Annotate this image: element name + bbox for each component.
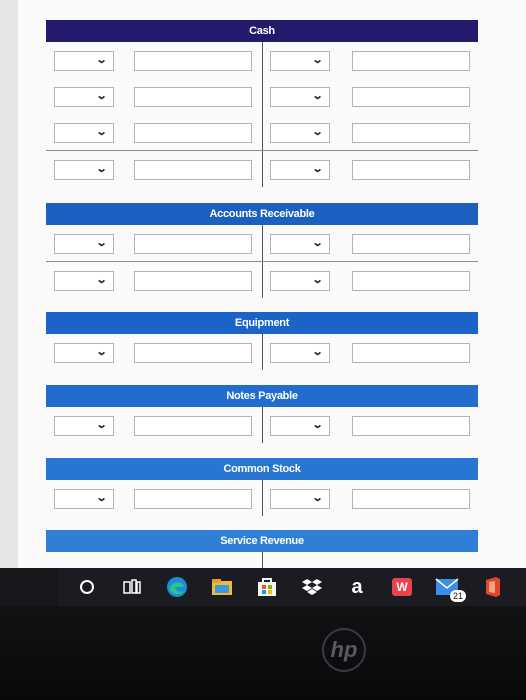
t-account-row (46, 480, 478, 516)
t-account-header: Equipment (46, 312, 478, 334)
chevron-down-icon: ⌄ (95, 237, 108, 249)
t-account-row (46, 114, 478, 151)
debit-account-select[interactable] (54, 343, 114, 363)
credit-account-select[interactable] (270, 343, 330, 363)
credit-amount-input[interactable] (352, 416, 470, 436)
edge-icon[interactable] (164, 574, 190, 600)
dropbox-icon[interactable] (299, 574, 325, 600)
debit-amount-input[interactable] (134, 123, 252, 143)
credit-amount-input[interactable] (352, 234, 470, 254)
credit-balance-select[interactable] (270, 160, 330, 180)
credit-account-select[interactable] (270, 51, 330, 71)
amazon-letter: a (351, 576, 363, 598)
chevron-down-icon: ⌄ (311, 237, 324, 249)
hp-logo (322, 628, 366, 672)
t-account-body (46, 480, 478, 516)
chevron-down-icon: ⌄ (311, 346, 324, 358)
debit-balance-select[interactable] (54, 160, 114, 180)
t-account-body (46, 407, 478, 443)
debit-amount-input[interactable] (134, 343, 252, 363)
t-account-body (46, 42, 478, 187)
t-account-row (46, 78, 478, 114)
chevron-down-icon: ⌄ (311, 419, 324, 431)
debit-amount-input[interactable] (134, 87, 252, 107)
credit-account-select[interactable] (270, 87, 330, 107)
credit-account-select[interactable] (270, 234, 330, 254)
chevron-down-icon: ⌄ (95, 274, 108, 286)
t-accounts-page (18, 0, 526, 568)
t-account-header: Common Stock (46, 458, 478, 480)
debit-account-select[interactable] (54, 489, 114, 509)
hp-logo-text: hp (330, 637, 358, 662)
t-account-header: Cash (46, 20, 478, 42)
t-account-body (46, 552, 478, 568)
t-account-row (46, 334, 478, 370)
debit-account-select[interactable] (54, 51, 114, 71)
debit-balance-input[interactable] (134, 160, 252, 180)
chevron-down-icon: ⌄ (311, 163, 324, 175)
chevron-down-icon: ⌄ (311, 90, 324, 102)
office-icon[interactable] (479, 574, 505, 600)
t-account-service-revenue (46, 530, 478, 568)
t-account-body (46, 334, 478, 370)
t-account-balance-row (46, 151, 478, 187)
chevron-down-icon: ⌄ (95, 126, 108, 138)
mail-badge: 21 (450, 590, 466, 602)
credit-amount-input[interactable] (352, 489, 470, 509)
mail-icon[interactable] (434, 574, 463, 601)
credit-balance-select[interactable] (270, 271, 330, 291)
t-account-balance-row (46, 262, 478, 298)
t-account-header: Notes Payable (46, 385, 478, 407)
credit-account-select[interactable] (270, 123, 330, 143)
chevron-down-icon: ⌄ (95, 419, 108, 431)
store-icon[interactable] (254, 574, 280, 600)
credit-amount-input[interactable] (352, 343, 470, 363)
task-view-icon[interactable] (119, 574, 145, 600)
search-circle-icon[interactable] (74, 574, 100, 600)
chevron-down-icon: ⌄ (95, 54, 108, 66)
laptop-bezel (0, 606, 526, 700)
t-account-notes-payable (46, 385, 478, 443)
taskbar-edge (0, 568, 58, 606)
chevron-down-icon: ⌄ (311, 274, 324, 286)
page-left-margin (0, 0, 18, 568)
t-account-common-stock (46, 458, 478, 516)
debit-amount-input[interactable] (134, 234, 252, 254)
chevron-down-icon: ⌄ (95, 90, 108, 102)
debit-amount-input[interactable] (134, 416, 252, 436)
t-account-cash (46, 20, 478, 187)
debit-balance-select[interactable] (54, 271, 114, 291)
credit-balance-input[interactable] (352, 271, 470, 291)
wps-office-icon[interactable] (389, 574, 415, 600)
debit-balance-input[interactable] (134, 271, 252, 291)
credit-amount-input[interactable] (352, 123, 470, 143)
t-account-accounts-receivable (46, 203, 478, 298)
credit-account-select[interactable] (270, 489, 330, 509)
t-account-row (46, 407, 478, 443)
t-account-equipment (46, 312, 478, 370)
chevron-down-icon: ⌄ (311, 126, 324, 138)
debit-account-select[interactable] (54, 87, 114, 107)
chevron-down-icon: ⌄ (311, 54, 324, 66)
t-account-header: Service Revenue (46, 530, 478, 552)
debit-account-select[interactable] (54, 123, 114, 143)
credit-amount-input[interactable] (352, 87, 470, 107)
wps-letter: W (396, 580, 408, 594)
credit-amount-input[interactable] (352, 51, 470, 71)
file-explorer-icon[interactable] (209, 574, 235, 600)
credit-balance-input[interactable] (352, 160, 470, 180)
debit-account-select[interactable] (54, 234, 114, 254)
t-account-divider (262, 552, 263, 568)
t-account-row (46, 225, 478, 262)
t-account-header: Accounts Receivable (46, 203, 478, 225)
chevron-down-icon: ⌄ (311, 492, 324, 504)
taskbar (58, 568, 526, 606)
t-account-row (46, 42, 478, 78)
debit-amount-input[interactable] (134, 489, 252, 509)
chevron-down-icon: ⌄ (95, 163, 108, 175)
chevron-down-icon: ⌄ (95, 346, 108, 358)
debit-account-select[interactable] (54, 416, 114, 436)
chevron-down-icon: ⌄ (95, 492, 108, 504)
debit-amount-input[interactable] (134, 51, 252, 71)
t-account-body (46, 225, 478, 298)
amazon-icon[interactable] (344, 574, 370, 600)
credit-account-select[interactable] (270, 416, 330, 436)
